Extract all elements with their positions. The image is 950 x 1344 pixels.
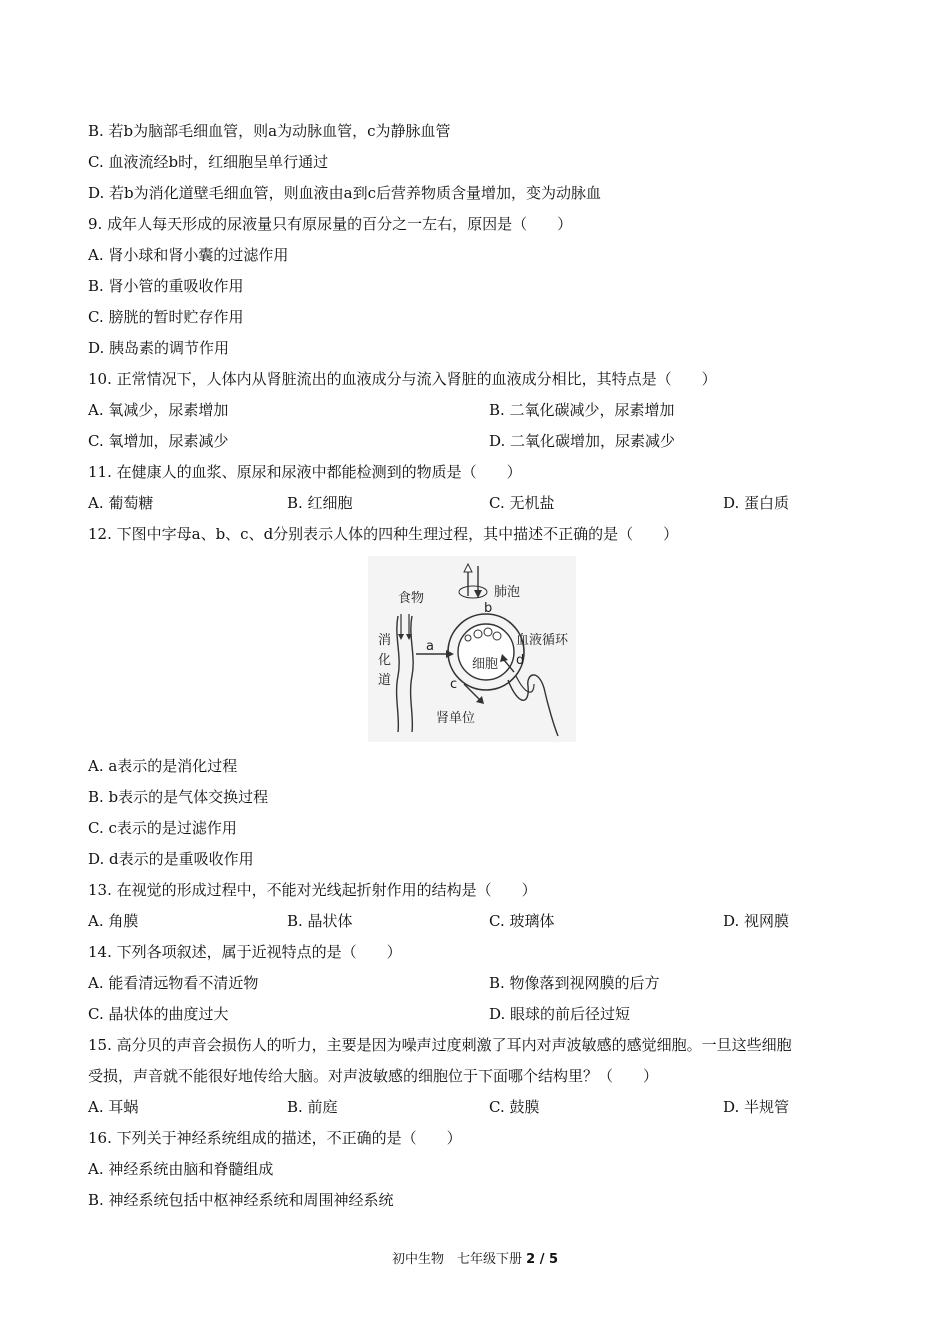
q14-stem: 14. 下列各项叙述，属于近视特点的是（ ） (88, 943, 402, 961)
q9-option-c: C. 膀胱的暂时贮存作用 (88, 308, 244, 326)
q12-option-b: B. b表示的是气体交换过程 (88, 788, 269, 806)
q11-option-a: A. 葡萄糖 (88, 494, 154, 512)
q15-option-d: D. 半规管 (723, 1098, 790, 1116)
label-food: 食物 (398, 591, 425, 606)
q14-option-d: D. 眼球的前后径过短 (489, 1005, 631, 1023)
label-alveoli: 肺泡 (494, 585, 521, 600)
label-a: a (426, 639, 434, 654)
label-b: b (484, 601, 493, 616)
q11-stem: 11. 在健康人的血浆、原尿和尿液中都能检测到的物质是（ ） (88, 463, 522, 481)
q8-option-c: C. 血液流经b时，红细胞呈单行通过 (88, 153, 329, 171)
q13-option-d: D. 视网膜 (723, 912, 790, 930)
q10-option-b: B. 二氧化碳减少，尿素增加 (489, 401, 675, 419)
q15-stem-line2: 受损，声音就不能很好地传给大脑。对声波敏感的细胞位于下面哪个结构里？（ ） (88, 1067, 659, 1085)
label-circulation: 血液循环 (516, 633, 569, 648)
q10-option-c: C. 氧增加，尿素减少 (88, 432, 229, 450)
q15-option-b: B. 前庭 (287, 1098, 338, 1116)
q12-option-d: D. d表示的是重吸收作用 (88, 850, 254, 868)
q15-option-a: A. 耳蜗 (88, 1098, 139, 1116)
label-tract-2: 化 (378, 653, 392, 668)
physiology-diagram (368, 556, 576, 742)
q8-option-b: B. 若b为脑部毛细血管，则a为动脉血管，c为静脉血管 (88, 122, 451, 140)
footer-subject: 初中生物 七年级下册 (391, 1252, 522, 1267)
q16-option-b: B. 神经系统包括中枢神经系统和周围神经系统 (88, 1191, 394, 1209)
q10-option-d: D. 二氧化碳增加，尿素减少 (489, 432, 676, 450)
q13-option-b: B. 晶状体 (287, 912, 353, 930)
q10-stem: 10. 正常情况下，人体内从肾脏流出的血液成分与流入肾脏的血液成分相比，其特点是（ ） (88, 370, 717, 388)
q14-option-c: C. 晶状体的曲度过大 (88, 1005, 229, 1023)
q12-stem: 12. 下图中字母a、b、c、d分别表示人体的四种生理过程，其中描述不正确的是（ ） (88, 525, 679, 543)
q11-option-c: C. 无机盐 (489, 494, 555, 512)
label-tract-1: 消 (378, 633, 392, 648)
page-footer (0, 1248, 950, 1267)
q13-stem: 13. 在视觉的形成过程中，不能对光线起折射作用的结构是（ ） (88, 881, 537, 899)
q8-option-d: D. 若b为消化道壁毛细血管，则血液由a到c后营养物质含量增加，变为动脉血 (88, 184, 601, 202)
q10-option-a: A. 氧减少，尿素增加 (88, 401, 229, 419)
q11-option-b: B. 红细胞 (287, 494, 353, 512)
label-cell: 细胞 (472, 657, 499, 672)
label-c: c (450, 677, 458, 692)
label-d: d (516, 653, 525, 668)
q12-option-c: C. c表示的是过滤作用 (88, 819, 237, 837)
q9-option-a: A. 肾小球和肾小囊的过滤作用 (88, 246, 289, 264)
q13-option-c: C. 玻璃体 (489, 912, 555, 930)
q9-option-d: D. 胰岛素的调节作用 (88, 339, 230, 357)
q13-option-a: A. 角膜 (88, 912, 139, 930)
label-nephron: 肾单位 (436, 711, 476, 726)
q9-option-b: B. 肾小管的重吸收作用 (88, 277, 244, 295)
q14-option-a: A. 能看清远物看不清近物 (88, 974, 259, 992)
q16-option-a: A. 神经系统由脑和脊髓组成 (88, 1160, 274, 1178)
footer-page-number: 2 / 5 (526, 1252, 559, 1267)
q14-option-b: B. 物像落到视网膜的后方 (489, 974, 660, 992)
q15-option-c: C. 鼓膜 (489, 1098, 540, 1116)
q11-option-d: D. 蛋白质 (723, 494, 790, 512)
q16-stem: 16. 下列关于神经系统组成的描述，不正确的是（ ） (88, 1129, 462, 1147)
q12-option-a: A. a表示的是消化过程 (88, 757, 238, 775)
q15-stem-line1: 15. 高分贝的声音会损伤人的听力，主要是因为噪声过度刺激了耳内对声波敏感的感觉细胞。一旦这些细胞 (88, 1036, 792, 1054)
q9-stem: 9. 成年人每天形成的尿液量只有原尿量的百分之一左右，原因是（ ） (88, 215, 573, 233)
label-tract-3: 道 (378, 673, 392, 688)
